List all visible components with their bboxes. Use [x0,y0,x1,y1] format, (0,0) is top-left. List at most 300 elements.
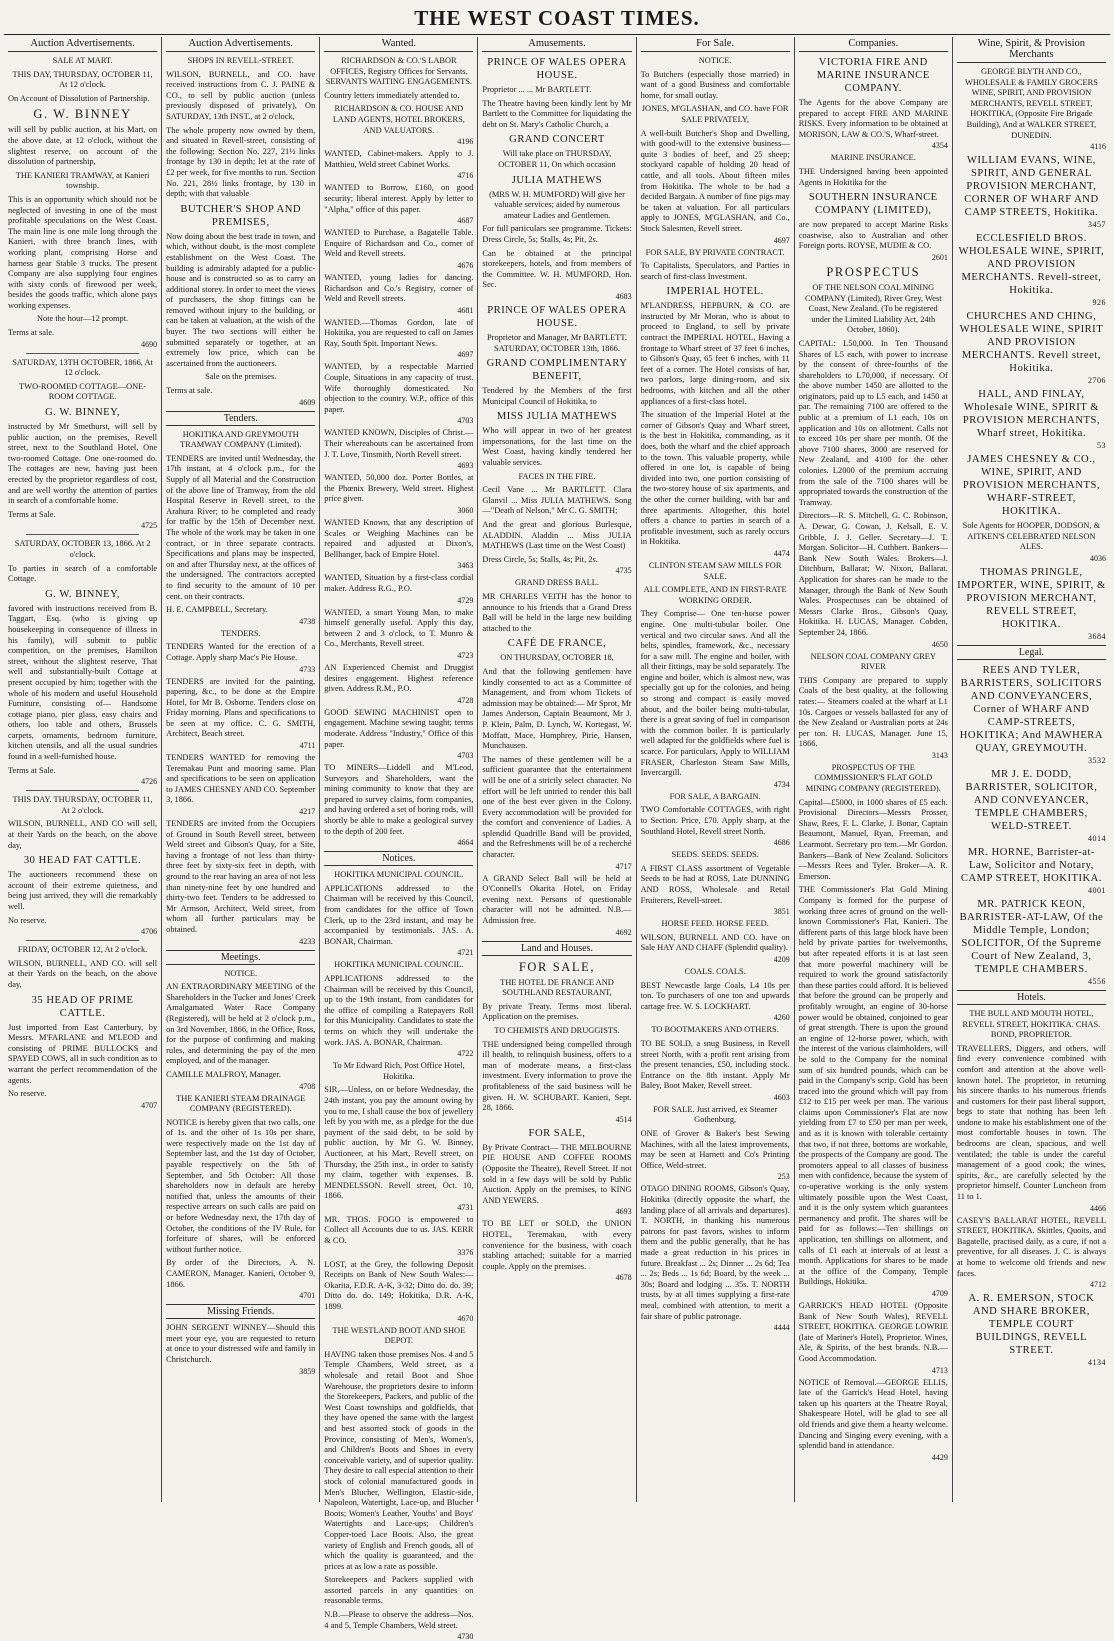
advertisement-text: WANTED.—Thomas Gordon, late of Hokitika, you are requested to call on James Ray, South Spit. Important News. [324,317,474,348]
advertisement [641,70,790,102]
advertisement-text: Sole Agents for HOOPER, DODSON, & AITKEN'S CELEBRATED NELSON ALES. [962,521,1101,552]
advertisement [324,663,473,705]
advertisement-ref-number: 4354 [931,141,948,151]
advertisement-text: JONES, M'GLASHAN, and CO. have FOR SALE PRIVATELY, [641,104,789,124]
advertisement-text: SATURDAY, OCTOBER 13, 1866. At 2 o'clock. [14,539,151,559]
advertisement-text: RICHARDSON & CO.'S LABOR OFFICES, Registry Offices for Servants. SERVANTS WAITING ENGAGEMENTS. [325,56,472,87]
advertisement [641,1184,790,1332]
advertisement-ref-number: 4697 [457,350,474,360]
advertisement-text: GOOD SEWING MACHINIST open to engagement. Machine sewing taught; terms moderate. Address "Industry," Office of this paper. [324,707,474,749]
advertisement-text: Terms at sale. [8,328,55,338]
advertisement [482,667,631,752]
advertisement [324,362,473,425]
advertisement-text: THE Undersigned having been appointed Agents in Hokitika for the [798,166,948,187]
advertisement-text: WANTED, young ladies for dancing. Richardson and Co.'s Registry, corner of Weld and Revell streets. [324,272,474,304]
advertisement-text: MARINE INSURANCE. [830,153,916,163]
advertisement [8,766,157,787]
advertisement [324,1061,473,1082]
column-heading: Amusements. [482,37,631,52]
advertisement [8,564,157,585]
advertisement-text: NOTICE. [698,56,732,65]
advertisement-text: TWO Comfortable COTTAGES, with right to Section. Price, £70. Apply sharp, at the Southland Hotel, Revell street North. [640,805,790,836]
advertisement-text: COALS. COALS. [684,966,746,976]
advertisement-ref-number: 4444 [773,1323,790,1333]
advertisement-text: THE HOTEL DE FRANCE AND SOUTHLAND RESTAURANT, [500,977,614,998]
advertisement-ref-number: 4116 [1090,142,1106,152]
divider [26,790,139,791]
advertisement [957,453,1106,518]
advertisement [8,510,157,531]
advertisement-text: THE KANIERI TRAMWAY, at Kanieri township. [15,170,150,191]
advertisement [641,1105,790,1126]
advertisement-text: The Theatre having been kindly lent by Mr Bartlett to the Committee for liquidating the debt on St. Mary's Catholic Church, a [482,98,632,129]
column-4 [477,37,635,1502]
advertisement-ref-number: 4723 [457,650,474,660]
advertisement [482,755,631,871]
advertisement [166,1258,315,1300]
advertisement-ref-number: 2601 [931,252,948,262]
advertisement [799,56,948,95]
advertisement-ref-number: 4734 [773,779,790,789]
advertisement [324,104,473,146]
advertisement-text: PRINCE OF WALES OPERA HOUSE. [487,304,627,329]
advertisement [482,133,631,146]
advertisement [799,339,948,509]
advertisement [799,652,948,673]
advertisement [957,1009,1106,1041]
advertisement [166,386,315,407]
advertisement-ref-number: 4708 [299,1081,316,1091]
advertisement-text: Storekeepers and Packers supplied with assorted parcels in any quantities on reasonable terms. [324,1575,474,1606]
advertisement [957,1216,1106,1290]
advertisement [799,98,948,150]
advertisement [482,578,631,589]
advertisement [482,386,631,407]
advertisement [8,959,157,991]
advertisement-text: THE undersigned being compelled through ill health, to relinquish business, offers to a man of moderate means, a first-class investment. Every information to prove the profitableness of the said business will be given. H. W. SCHUBART. Kanieri, Sept. 28, 1866. [482,1039,632,1113]
advertisement-ref-number: 3376 [457,1247,474,1257]
advertisement-text: TRAVELLERS, Diggers, and others, will find every convenience combined with comfort and attention at the above well-known hotel. The proprietor, in returning his sincere thanks to his numerous friends and customers for their past liberal support, begs to state that nothing has been left undone to make his establishment one of the most comfortable houses in town. The bedrooms are clean, spacious, and well ventilated; the table is under the careful management of a good cook; the wines, spirits, &c., are carefully selected by the proprietor himself. Counter Luncheon from 11 to 1. [956,1043,1106,1202]
advertisement-text: BEST Newcastle large Coals, L4 10s per ton. To purchasers of one ton and upwards cartage free. W. S. LOCKHART. [640,980,790,1011]
advertisement [641,561,790,582]
advertisement [324,318,473,360]
column-1 [4,37,161,1502]
advertisement-ref-number: 4703 [457,416,474,426]
advertisement-text: WILSON, BURNELL, AND CO. will sell at their Yards on the beach, on the above day, [8,958,158,989]
advertisement-ref-number: 2706 [1087,376,1106,386]
advertisement-text: The auctioneers recommend these on account of their extreme quietness, and being just arrived, they will die remarkably well. [8,870,158,911]
advertisement [166,56,315,67]
advertisement [641,285,790,298]
advertisement-text: Tendered by the Members of the first Municipal Council of Hokitika, to [482,386,632,406]
advertisement-ref-number: 3060 [457,506,474,515]
advertisement-text: LOST, at the Grey, the following Deposit Receipts on Bank of New South Wales:— Okarita, F.D.R. A-K, 3-32; Ditto do. do. 39; Ditto do. do. 149; Hokitika, D.R. A-K, 1899. [324,1259,474,1312]
advertisement-ref-number: 4686 [773,838,790,848]
advertisement-text: BUTCHER'S SHOP AND PREMISES, [180,203,302,228]
advertisement [799,220,948,262]
advertisement-text: IMPERIAL HOTEL. [666,286,764,298]
advertisement [8,994,157,1020]
advertisement [799,265,948,280]
advertisement-text: THIS Company are prepared to supply Coals of the best quality, at the following rates:— Steamers coaled at the wharf at L1 10s. Cargoes or vessels ballasted for any of the New Zealand or Australian ports at 24s per ton. H. LUCAS, Manager. June 15, 1866. [798,675,948,749]
column-heading: Auction Advertisements. [166,37,315,52]
advertisement-ref-number: 4697 [773,235,790,245]
advertisement-ref-number: 4429 [931,1452,948,1462]
advertisement [482,874,631,937]
advertisement-text: ECCLESFIELD BROS. WHOLESALE WINE, SPIRIT, AND PROVISION MERCHANTS. Revell-street, Hokitika. [958,233,1105,297]
advertisement [641,933,790,964]
advertisement-ref-number: 4466 [1089,1203,1106,1213]
advertisement-ref-number: 4260 [773,1013,790,1023]
advertisement [799,167,948,188]
advertisement-text: THE Commissioner's Flat Gold Mining Company is formed for the purpose of working three acres of ground on the well-known Commissioner's Flat, Kanieri. The different parts of this large block have been held by private parties for twelvemonths, but after repeated efforts it is at last seen that more powerful machinery will be required to work the ground satisfactorily than these parties could afford. It is believed that before the ground can be properly and profitably wrought, an engine of 30-horse power would be obtained, conjoined to gear of great strength. There is upon the ground an engine of 12-horse power, which, with the interest of the various claimholders, will be sold to the Company for the nominal sum of six hundred pounds, which can be paid in the Company's scrip. Gold has been traced into the ground which will pay from £12 to £15 per week per man. The various claims upon Commissioner's Flat are now yielding from £7 to £50 per man per week, and as it is known with tolerable certainty that two, if not three, bottoms are workable, the prospects of the Company are good. The promoters appeal to all classes of business men with confidence, because the system of co-operative working is the only system ultimately possible upon the West Coast, and it is the only system which guarantees permanency and profit. The shares will be paid for as follows:—Ten shillings on application, ten shillings on allotment, and calls of £1 each at intervals of at least a month. Applications for shares to be made at the office of the Company, Temple Buildings, Hokitika. [798,885,948,1287]
advertisement [166,753,315,816]
advertisement-ref-number: 4711 [299,741,316,751]
advertisement-text: CLINTON STEAM SAW MILLS FOR SALE. [648,560,782,581]
advertisement-ref-number: 4725 [141,521,158,531]
advertisement [8,588,157,601]
advertisement [324,708,473,760]
advertisement [166,232,315,370]
advertisement [482,1127,631,1140]
advertisement [957,310,1106,385]
advertisement-text: HOKITIKA AND GREYMOUTH TRAMWAY COMPANY (Limited). [180,429,302,450]
advertisement [8,819,157,851]
column-2 [161,37,319,1502]
advertisement-text: FOR SALE. Just arrived, ex Steamer Gothenburg, [653,1104,778,1125]
advertisement [641,609,790,789]
advertisement-text: MR J. E. DODD, BARRISTER, SOLICITOR, AND CONVEYANCER, TEMPLE CHAMBERS, WELD-STREET. [965,768,1098,832]
advertisement [166,70,315,123]
advertisement-text: FRIDAY, OCTOBER 12, At 2 o'clock. [17,945,148,955]
advertisement [957,1044,1106,1213]
advertisement-text: WANTED KNOWN, Disciples of Christ.—Their whereabouts can be ascertained from J. T. Love, Tinsmith, North Revell street. [324,428,474,459]
advertisement [799,676,948,760]
advertisement-text: By order of the Directors, A. N. CAMERON, Manager. Kanieri, October 9, 1866. [166,1258,316,1289]
advertisement-text: SIR,—Unless, on or before Wednesday, the 24th instant, you pay the amount owing by you to me, I shall cause the box of jewellery left by you with me, as a pledge for the due payment of the said debt, to be sold by public auction, by Mr G. W. Binney, Auctioneer, at his Mart, Revell street, on Thursday, the 25th inst., in order to satisfy my claim, together with expenses. B. MENDELSSON. Revell street, Oct. 10, 1866. [324,1085,474,1201]
advertisement [641,981,790,1023]
advertisement [799,191,948,217]
column-3 [319,37,477,1641]
advertisement [641,864,790,916]
advertisement-text: TO BE SOLD, a snug Business, in Revell street North, with a profit rent arising from the present tenancies, £50, including stock. Entrance on the 8th instant. Apply Mr Baley, Boot Maker, Revell street. [640,1038,790,1091]
advertisement-ref-number: 926 [1092,298,1106,308]
advertisement [799,283,948,336]
advertisement-text: NOTICE is hereby given that two calls, one of 1s. and the other of 1s 10s per share, were respectively made on the 1st day of September last, and the 1st day of October, payable respectively on the 5th of September, and 5th October: All those shareholders now in default are hereby notified that, unless the amounts of their respective arrears on such calls are paid on or before Wednesday next, the 17th day of October, the conditions of the IV Rule, for forfeiture of shares, will be enforced without further notice. [166,1117,316,1254]
advertisement [957,898,1106,986]
advertisement [799,153,948,164]
advertisement-ref-number: 4735 [615,566,632,576]
advertisement-ref-number: 4650 [931,639,948,649]
advertisement [8,56,157,67]
advertisement-text: Now doing about the best trade in town, and which, without doubt, is the most complete establishment on the West Coast. The building is admirably adapted for a public-house and is constructed so as to carry an additional storey. In order to meet the views of purchasers, the shop fittings can be removed without injury to the building, or can be taken at valuation, at the wish of the buyer. The two sections will either be submitted separately or together, at an extremely low price, which can be ascertained from the auctioneers. [166,231,316,368]
advertisement [957,232,1106,307]
advertisement-text: GARRICK'S HEAD HOTEL (Opposite Bank of New South Wales), REVELL STREET, HOKITIKA. GEORGE LOWRIE (late of Mariner's Hotel), Proprietor. Wines, Ale, & Spirits, of the best brands. N.B.—Good Accommodation. [798,1300,948,1363]
advertisement [324,608,473,660]
advertisement-text: PRINCE OF WALES OPERA HOUSE. [487,57,627,81]
advertisement-text: FOR SALE, [518,959,596,974]
advertisement-text: Note the hour—12 prompt. [36,314,129,324]
advertisement [166,203,315,229]
advertisement-text: WILSON, BURNELL, and CO. have received instructions from C. J. PAINE & CO., to sell by public auction (unless previously disposed of privately), On SATURDAY, 13th INST., at 2 o'clock, [166,69,316,121]
advertisement-text: Who will appear in two of her greatest impersonations, for the last time on the West Coast, having kindly tendered her valuable services. [482,426,632,468]
advertisement-text: Country letters immediately attended to. [324,90,460,100]
advertisement [166,1118,315,1256]
advertisement-text: A FIRST CLASS assortment of Vegetable Seeds to be had at ROSS, Late DUNNING AND ROSS, Wholesale and Retail Fruiterers, Revell-street. [640,863,790,905]
advertisement [324,518,473,570]
advertisement-text: FOR SALE, A BARGAIN. [669,791,761,801]
advertisement-text: Capital—£5000, in 1000 shares of £5 each. Provisional Directors—Messrs Prosser, Shaw, Rees, F. L. Clarke, J. Bonar, Captain Beaumont, Manuel, Ryan, Freeman, and Learmont. Secretary pro tem.—Mr Gordon. Bankers—Bank of New Zealand. Solicitors—Messrs Rees and Tyler. Broker—A. R. Emerson. [798,797,948,881]
advertisement-ref-number: 4712 [1089,1280,1106,1290]
advertisement-text: JULIA MATHEWS [511,174,603,186]
advertisement [8,1089,157,1110]
advertisement-text: A. R. EMERSON, STOCK AND SHARE BROKER, TEMPLE COURT BUILDINGS, REVELL STREET. [968,1293,1095,1357]
advertisement [799,885,948,1298]
advertisement-ref-number: 4233 [299,936,316,946]
advertisement [482,485,631,517]
advertisement [957,388,1106,450]
advertisement-text: SATURDAY, 13TH OCTOBER, 1866, At 12 o'clock. [12,357,153,378]
advertisement-text: M'LANDRESS, HEPBURN, & CO. are instructed by Mr Moran, who is about to proceed to England, to sell by private contract the IMPERIAL HOTEL, Having a frontage to Wharf street of 37 feet 6 inches, to Gibson's Quay, 65 feet 6 inches, with 11 feet of a corner. The Hotel consists of bar, two parlors, large dining-room, and six bedrooms, with kitchen and all the other appliances of a first-class hotel. [640,301,790,406]
advertisement-text: To Butchers (especially those married) in want of a good Business and comfortable home, for small outlay. [640,69,790,100]
advertisement-text: MR. PATRICK KEON, BARRISTER-AT-LAW, Of the Middle Temple, London; SOLICITOR, Of the Supreme Court of New Zealand, 3, TEMPLE CHAMBERS. [959,898,1104,975]
advertisement [482,426,631,468]
advertisement-text: ON THURSDAY, OCTOBER 18, [500,653,614,663]
advertisement-text: The situation of the Imperial Hotel at the corner of Gibson's Quay and Wharf street, is the best in Hokitika, commanding, as it does, both the wharf and the chief approach to the town. This valuable property, while offered in one lot, is capable of being divided into two, one portion consisting of the two-storey house of six apartments, and the other the corner building, with bar and three apartments. Altogether, this hotel offers a chance to parties in search of a profitable investment, such as rarely occurs in Hokitika. [640,410,790,547]
advertisement-text: MR CHARLES VEITH has the honor to announce to his friends that a Grand Dress Ball will be held in the large new building attached to the [482,592,632,633]
advertisement [166,605,315,626]
advertisement [166,126,315,200]
advertisement-text: TO BOOTMAKERS AND OTHERS. [651,1025,779,1035]
advertisement-text: By Private Contract— THE MELBOURNE PIE HOUSE AND COFFEE ROOMS (Opposite the Theatre), Revell Street. If not sold in a few days will be sold by Public Auction. Apply on the premises, to KING AND YEWERS. [482,1142,632,1205]
advertisement-text: WANTED Known, that any description of Scales or Weighing Machines can be repaired and adjusted at Dixon's, Bellhanger, back of Empire Hotel. [324,518,474,559]
column-heading: Companies. [799,37,948,52]
advertisement-text: Terms at sale. [166,386,213,396]
advertisement-text: APPLICATIONS addressed to the Chairman will be received by this Council, up to the 19th instant, from candidates for the office of compiling a Ratepayers Roll for this Municipality. Candidates to state the terms on which they will undertake the work. JAS. A. BONAR, Chairman. [324,974,474,1047]
advertisement [324,763,473,847]
advertisement [482,249,631,301]
advertisement [324,1326,473,1347]
advertisement [482,85,631,96]
advertisement-ref-number: 4474 [773,548,790,558]
advertisement [641,585,790,606]
advertisement-ref-number: 4683 [615,291,632,301]
advertisement [8,422,157,507]
advertisement-text: SOUTHERN INSURANCE COMPANY (LIMITED), [808,192,938,217]
advertisement [166,629,315,640]
advertisement-text: WANTED, by a respectable Married Couple, Situations in any capacity of trust. Wife thoroughly domesticated. No objection to the country. W.P., office of this paper. [324,362,474,414]
advertisement [324,870,473,881]
advertisement-text: A GRAND Select Ball will be held at O'Connell's Okarita Hotel, on Friday evening next. Persons of questionable character will not be admitted. N.B.—Admission free. [482,873,632,926]
advertisement [324,473,473,515]
advertisement [957,521,1106,563]
advertisement [641,129,790,245]
advertisement-text: THE KANIERI STEAM DRAINAGE COMPANY (REGISTERED). [176,1093,306,1114]
advertisement-ref-number: 4703 [457,751,474,761]
advertisement-text: MISS JULIA MATHEWS [496,411,618,423]
advertisement [8,195,157,312]
advertisement-text: TENDERS are invited for the painting, papering, &c., to be done at the Empire Hotel, for Mr B. Osborne. Tenders close on Friday morning. Plans and specifications to be seen at my office. C. G. SMITH, Architect, Beach street. [166,676,316,739]
advertisement-text: Directors—R. S. Mitchell, G. C. Robinson, A. Dewar, G. Cowan, J. Kelsall, E. V. Gribble, J. J. Geller. Secretary—J. T. Morgan. Solicitor—H. Cuthbert. Bankers—Bank New South Wales. Brokers—J. Ditchburn, Ballarat; W. Nixon, Ballarat. Application for shares can be made to the Manager, through the Bank of New South Wales. Prospectuses can be obtained of Messrs Clarke Bros., Gibson's Quay, Hokitika. H. LUCAS, Manager. Cobden, September 24, 1866. [798,511,948,637]
advertisement-text: ONE of Grover & Baker's best Sewing Machines, with all the latest improvements, may be seen at Harnett and Co's Printing Office, Weld-street. [640,1129,790,1170]
advertisement-text: Sale on the premises. [205,372,277,382]
advertisement [8,795,157,816]
advertisement-text: GRAND CONCERT [509,134,605,146]
advertisement-ref-number: 4728 [457,695,474,705]
column-heading: For Sale. [641,37,790,52]
advertisement [166,1094,315,1115]
advertisement-ref-number: 4678 [615,1273,632,1283]
advertisement [641,410,790,558]
advertisement-text: NELSON COAL COMPANY GREY RIVER [810,651,936,672]
advertisement-text: WANTED to Borrow, £160, on good security; liberal interest. Apply by letter to "Alpha," office of this paper. [324,183,474,214]
advertisement [324,1215,473,1257]
advertisement-ref-number: 4676 [457,260,474,270]
divider [26,534,139,535]
advertisement [641,967,790,978]
advertisement [166,677,315,751]
advertisement-text: WANTED, Situation by a first-class cordial maker. Address R.G., P.O. [324,573,474,593]
advertisement [324,273,473,315]
advertisement-text: TO MINERS—Liddell and M'Leod, Surveyors and Shareholders, want the mining community to know that they are prepared to survey claims, form companies, and having ordered a set of boring rods, will shortly be able to make a geological survey to the depth of 200 feet. [324,763,474,836]
advertisement-text: Proprietor and Manager, Mr BARTLETT. SATURDAY, OCTOBER 13th, 1866. [487,332,627,353]
advertisement-ref-number: 4701 [299,1291,316,1301]
advertisement-text: GRAND COMPLIMENTARY BENEFIT, [486,358,628,383]
advertisement [799,763,948,795]
advertisement-text: OTAGO DINING ROOMS, Gibson's Quay, Hokitika (directly opposite the wharf, the landing place of all arrivals and departures). T. NORTH, in thanking his numerous patrons for past favors, wishes to inform them and the public generally, that he has made a great reduction in his prices in future. Breakfast ... 2s; Dinner ... 2s 6d; Tea ... 2s; Beds ... 1s 6d; Board, by the week ... 30s; Board and lodging ... 35s. T. NORTH trusts, by at all times supplying a first-rate meal, combined with attention, to merit a fair share of public patronage. [640,1184,790,1321]
advertisement [641,1025,790,1036]
advertisement [482,190,631,222]
advertisement [482,555,631,576]
column-heading: Wanted. [324,37,473,52]
advertisement [641,301,790,407]
column-heading: Auction Advertisements. [8,37,157,52]
advertisement-text: GEORGE BLYTH AND CO., WHOLESALE & FAMILY GROCERS WINE, SPIRIT, AND PROVISION MERCHANTS, REVELL STREET, HOKITIKA, (Opposite Fire Brigade Building), And at WALKER STREET, DUNEDIN. [964,67,1098,140]
advertisement [482,99,631,131]
advertisement [482,1040,631,1124]
advertisement-text: And that the following gentlemen have kindly consented to act as a Committee of Management, and from whom Tickets of admission may be obtained:— Mr Sprot, Mr James Anderson, Captain Beaumont, Mr J. P. Klein, Palm, D. Lynch, W. Kortegast, W. Moffatt, Mace, Humphrey, Pirie, Hansen, Munchausen. [482,666,632,751]
advertisement [324,960,473,971]
advertisement [641,792,790,803]
advertisement-text: No reserve. [8,915,47,925]
advertisement [482,978,631,999]
advertisement [8,125,157,167]
advertisement-ref-number: 4001 [1087,885,1106,895]
advertisement-text: CHURCHES AND CHING, WHOLESALE WINE, SPIRIT AND PROVISION MERCHANTS. Revell street, Hokitika. [959,311,1104,375]
advertisement [641,919,790,930]
advertisement-ref-number: 3143 [931,750,948,760]
advertisement-text: PROSPECTUS OF THE COMMISSIONER'S FLAT GOLD MINING COMPANY (REGISTERED). [805,762,941,794]
section-heading: Meetings. [166,950,315,965]
advertisement-text: H. E. CAMPBELL, Secretary. [166,605,268,615]
advertisement [166,642,315,673]
advertisement-ref-number: 4693 [457,461,474,471]
advertisement-text: WILSON, BURNELL AND CO. have on Sale HAY AND CHAFF (Splendid quality). [640,932,790,953]
advertisement-text: The Agents for the above Company are prepared to accept FIRE AND MARINE RISKS. Every information to be obtained at MORISON, LAW & CO.'S, Wharf-street. [798,98,948,139]
advertisement [482,304,631,330]
advertisement [166,1323,315,1375]
advertisement [641,1039,790,1102]
advertisement [324,56,473,88]
advertisement [957,664,1106,765]
advertisement [8,107,157,122]
section-heading: Hotels. [957,990,1106,1005]
advertisement [482,592,631,634]
advertisement-text: A well-built Butcher's Shop and Dwelling, with good-will to the extensive business—quite 3 bodies of beef, and 25 sheep; stockyard capable of holding 20 head of cattle, and all tools. About fifteen miles from Hokitika. The whole to be had a decided Bargain. A number of fine pigs may be taken at valuation. For all particulars apply to JONES, M'GLASHAN, and Co., Stock Salesmen, Revell street. [640,128,790,233]
advertisement-ref-number: 4209 [773,954,790,964]
advertisement [324,1260,473,1323]
advertisement-ref-number: 4713 [931,1365,948,1375]
advertisement [166,372,315,383]
advertisement [482,472,631,483]
advertisement-text: JOHN SERGENT WINNEY—Should this meet your eye, you are requested to return at once to your distressed wife and family in Christchurch. [166,1323,316,1364]
advertisement-text: MR. THOS. FOGO is empowered to Collect all Accounts due to us. JAS. KERR & CO. [324,1214,474,1246]
advertisement-ref-number: 4603 [773,1092,790,1102]
advertisement-text: THOMAS PRINGLE, IMPORTER, WINE, SPIRIT, & PROVISION MERCHANT, REVELL STREET, HOKITIKA. [957,566,1106,630]
advertisement [799,1378,948,1462]
advertisement-text: WANTED, Cabinet-makers. Apply to J. Matthieu, Weld street Cabinet Works. [324,149,474,169]
advertisement-ref-number: 4609 [299,397,316,407]
advertisement-ref-number: 4217 [299,807,316,817]
advertisement-ref-number: 4738 [299,616,316,626]
advertisement-ref-number: 4709 [931,1288,948,1298]
advertisement-ref-number: 4196 [457,137,474,147]
advertisement-ref-number: 4717 [615,861,632,871]
advertisement [482,653,631,664]
advertisement-ref-number: 4707 [141,1100,158,1110]
advertisement [799,1301,948,1375]
advertisement [8,70,157,91]
advertisement [957,566,1106,641]
advertisement-text: THE BULL AND MOUTH HOTEL, REVELL STREET, HOKITIKA. CHAS. BOND, PROPRIETOR. [962,1008,1101,1040]
advertisement-ref-number: 4721 [457,948,474,958]
advertisement [799,798,948,883]
advertisement-ref-number: 3457 [1087,220,1106,230]
advertisement [641,805,790,847]
advertisement-text: CAPITAL: L50,000. In Ten Thousand Shares of L5 each, with power to increase by the consent of three-fourths of the shareholders to L70,000, if necessary. Of the above number 1450 are allotted to the originators, paid up to L5 each, and 1450 at par. The remaining 7100 are offered to the public at a premium of L1 each, 10s on application and 10s on allotment. Calls not to exceed 10s per share per month. Of the above 7100 shares, 3000 are reserved for New Zealand, and 4100 for the other colonies. L2000 of the premium accruing from the sale of the 7100 shares will be appropriated towards the construction of the Tramway. [798,338,948,507]
advertisement-text: favored with instructions received from B. Taggart, Esq. (who is giving up housekeeping in consequence of illness in his family), will submit to public competition, on the premises, Hamilton street, without the slightest reserve, That well and substantially-built Cottage at present occupied by him; together with the whole of his modern and useful Household Furniture, consisting of— Handsome cottage piano, pier glass, easy chairs and others, loo table and others, Brussels carpets, ornaments, bedroom furniture, kitchen utensils, and all the usual sundries found in a well-furnished house. [8,603,158,762]
masthead-rule [4,34,1110,35]
advertisement-text: WILSON, BURNELL, AND CO will sell, at their Yards on the beach, on the above day, [8,819,158,850]
advertisement-text: Proprietor ... ... Mr BARTLETT. [482,85,592,94]
advertisement-text: And the great and glorious Burlesque, ALADDIN. Aladdin ... Miss JULIA MATHEWS (Last time on the West Coast) [482,520,632,551]
advertisement [957,1292,1106,1367]
advertisement-text: HOKITIKA MUNICIPAL COUNCIL. [334,960,464,970]
advertisement-text: G. W. BINNEY, [45,588,121,600]
section-heading: Tenders. [166,411,315,426]
advertisement-text: FOR SALE, [528,1127,586,1139]
advertisement-text: FOR SALE, BY PRIVATE CONTRACT. [645,247,785,257]
advertisement-text: N.B.—Please to observe the address—Nos. 4 and 5, Temple Chambers, Weld street. [324,1610,474,1630]
advertisement [324,573,473,604]
advertisement [324,1085,473,1212]
section-heading: Missing Friends. [166,1304,315,1319]
advertisement [8,406,157,419]
advertisement-text: TENDERS WANTED for removing the Teremakau Punt and mooring same. Plan and specifications to be seen on application to JAMES CHESNEY AND CO. September 3, 1866. [166,753,316,805]
advertisement [957,67,1106,151]
advertisement [8,870,157,912]
advertisement-text: instructed by Mr Smethurst, will sell by public auction, on the premises, Revell street, next to the Southland Hotel, One two-roomed Cottage. One one-roomed do. The cottages are new, having just been erected by the proprietor regardless of cost, and are well worthy the attention of parties in search of a comfortable home. [8,422,158,506]
advertisement [482,960,631,975]
advertisement-text: Terms at Sale. [8,509,56,519]
advertisement [641,1129,790,1181]
advertisement [8,945,157,956]
advertisement [166,969,315,980]
advertisement [8,604,157,763]
advertisement-text: WILLIAM EVANS, WINE, SPIRIT, AND GENERAL PROVISION MERCHANT, CORNER OF WHARF AND CAMP STREETS, Hokitika. [964,155,1099,219]
advertisement-text: VICTORIA FIRE AND MARINE INSURANCE COMPANY. [816,57,930,94]
advertisement [8,916,157,937]
